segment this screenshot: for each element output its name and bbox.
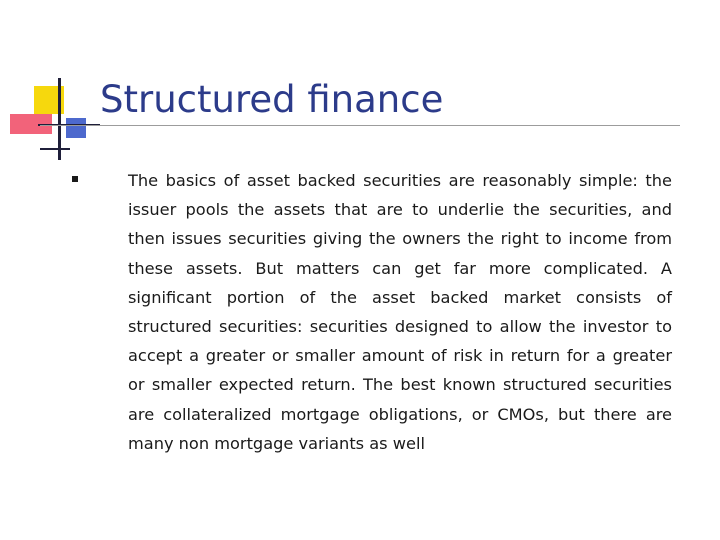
bullet-list (72, 166, 672, 458)
slide-title: Structured finance (100, 78, 444, 121)
bullet-item (72, 166, 672, 458)
logo-blue-square (66, 118, 86, 138)
title-divider (40, 125, 680, 126)
square-bullet-icon (72, 176, 78, 182)
bullet-text: The basics of asset backed securities are reasonably simple: the issuer pools the assets that are to underlie the securities, and then issues securities giving the owners the right to income from these assets. But matters can get far more complicated. A significant portion of the asset backed market consists of structured securities: securities designed to allow the investor to accept a greater or smaller amount of risk in return for a greater or smaller expected return. The best known structured securities are collateralized mortgage obligations, or CMOs, but there are many non mortgage variants as well (128, 171, 672, 453)
slide-logo-decoration (0, 0, 100, 170)
logo-horizontal-line-lower (40, 148, 70, 150)
